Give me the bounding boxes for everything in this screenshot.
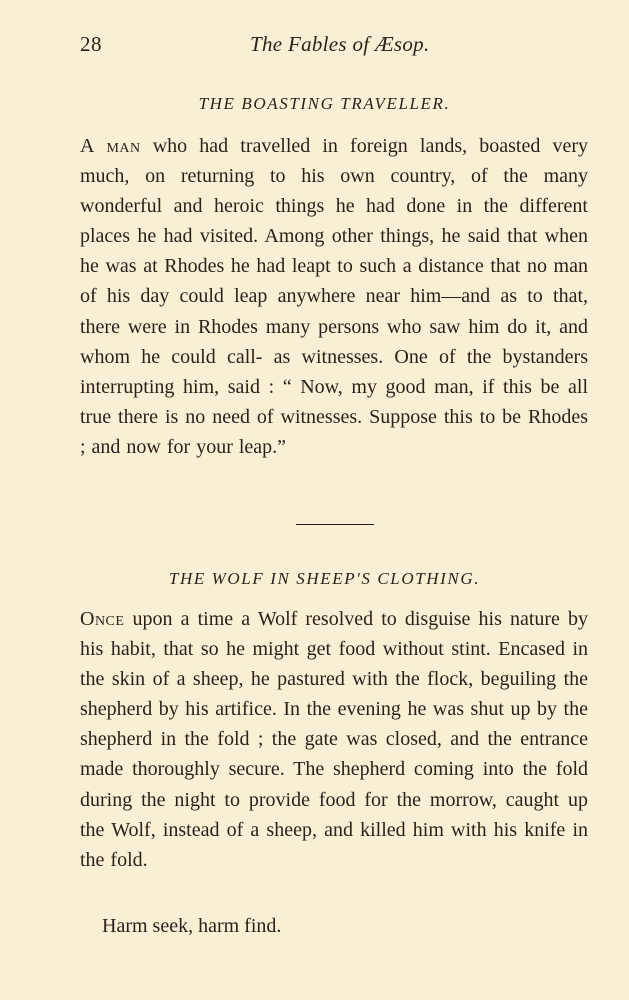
fable-body-wolf-in-sheeps-clothing <box>80 604 588 875</box>
opening-word: Once <box>80 608 125 630</box>
fable-body-text: upon a time a Wolf resolved to disguise his nature by his habit, that so he might get food without stint. Encased in the skin of a sheep, he pastured with the flock, beguiling the shepherd by his artifice. In the evening he was shut up by the shepherd in the fold ; the gate was closed, and the entrance made thoroughly secure. The shepherd coming into the fold during the night to provide food for the morrow, caught up the Wolf, instead of a sheep, and killed him with his knife in the fold. <box>80 608 588 871</box>
page-header <box>80 32 586 62</box>
fable-moral: Harm seek, harm find. <box>102 915 282 937</box>
fable-title-boasting-traveller: THE BOASTING TRAVELLER. <box>198 94 451 113</box>
fable-title-wolf-in-sheeps-clothing: THE WOLF IN SHEEP'S CLOTHING. <box>168 569 481 588</box>
page-number: 28 <box>80 32 102 56</box>
fable-body-boasting-traveller <box>80 131 588 462</box>
running-title: The Fables of Æsop. <box>250 32 430 56</box>
section-divider <box>296 524 374 525</box>
opening-word: A man <box>80 135 141 157</box>
fable-body-text: who had travelled in foreign lands, boasted very much, on returning to his own country, of the many wonderful and heroic things he had done in the different places he had visited. Among other things, he said that when he was at Rhodes he had leapt to such a distance that no man of his day could leap anywhere near him—and as to that, there were in Rhodes many persons who saw him do it, and whom he could call- as witnesses. One of the bystanders interrupting him, said : “ Now, my good man, if this be all true there is no need of witnesses. Suppose this to be Rhodes ; and now for your leap.” <box>80 135 588 458</box>
